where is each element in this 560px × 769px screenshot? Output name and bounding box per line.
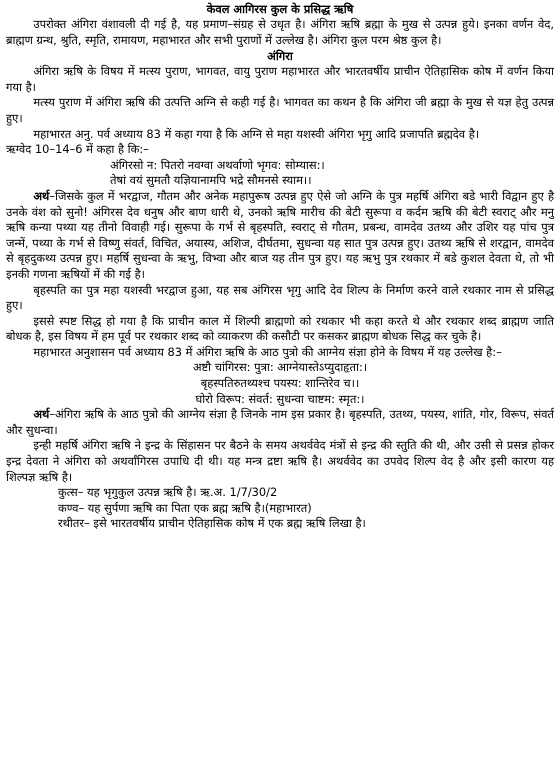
page-title: केवल आगिरस कुल के प्रसिद्ध ऋषि — [206, 2, 354, 16]
reference-rathitar: रथीतर– इसे भारतवर्षीय प्राचीन ऐतिहासिक कोष में एक ब्रह्म ऋषि लिखा है। — [58, 516, 366, 531]
rigveda-reference: ऋग्वेद 10–14–6 में कहा है कि:– — [6, 142, 149, 157]
paragraph-3: महाभारत अनु. पर्व अध्याय 83 में कहा गया है कि अग्नि से महा यशस्वी अंगिरा भृगु आदि प्रजापति ब्रह्मदेव है। — [33, 126, 480, 141]
section-title: अंगिरा — [267, 49, 293, 64]
reference-kanva: कण्व– यह सुर्पणा ऋषि का पिता एक ब्रह्म ऋषि है।(महाभारत) — [58, 500, 312, 515]
verse-1-line-2: तेषां वयं सुमतौ यज्ञियानामपि भद्रे सौमनसे स्याम।। — [110, 173, 312, 188]
paragraph-2: मत्स्य पुराण में अंगिरा ऋषि की उत्पत्ति अग्नि से कही गई है। भागवत का कथन है कि अंगिरा जी ब्रह्मा के मुख से यज्ञ हेतु उत्पन्न हुए। — [6, 95, 554, 125]
meaning-2-paragraph — [6, 407, 554, 438]
paragraph-4: बृहस्पति का पुत्र महा यशस्वी भरद्वाज हुआ, यह सब अंगिरस भृगु आदि देव शिल्प के निर्माण करने वाले रथकार नाम से प्रसिद्ध हुए। — [6, 282, 554, 313]
verse-2-line-3: घोरो विरूप: संवर्त: सुधन्वा चाष्टम: स्मृत:। — [195, 391, 365, 406]
meaning-1-text: –जिसके कुल में भरद्वाज, गौतम और अनेक महापुरूष उत्पन्न हुए ऐसे जो अग्नि के पुत्र महर्षि अंगिरा बडे भारी विद्वान हुए है उनके वंश को सुनो! अंगिरस देव धनुष और बाण धारी थे, उनको ऋषि मारीच की बेटी सुरूपा व कर्दम ऋषि की बेटी स्वराट् और मनु ऋषि कन्या पथ्या यह तीनो विवाही गई। सुरूपा के गर्भ से बृहस्पति, स्वराट् से गौतम, प्रबन्ध, वामदेव उतथ्य और उशिर यह पांच पुत्र जन्में, पथ्या के गर्भ से विष्णु संवर्त, विचित, अयास्य, अशिज, दीर्घतमा, सुधन्वा यह सात पुत्र उत्पन्न हुए। उतथ्य ऋषि से शरद्वान, वामदेव से बृहदुकथ्य उत्पन्न हुए। महर्षि सुधन्वा के ऋभु, विभ्वा और बाज यह तीन पुत्र हुए। यह ऋभु पुत्र रथकार में बडे कुशल देवता थे, तो भी इनकी गणना ऋषियों में की गई है। — [6, 188, 554, 281]
verse-1-line-1: अंगिरसो न: पितरो नवग्वा अथर्वाणो भृगव: सोम्यास:। — [110, 157, 325, 172]
meaning-1-label: अर्थ — [33, 188, 50, 203]
verse-2-line-2: बृहस्पतिरुतथ्यश्च पयस्य: शान्तिरेव च।। — [200, 376, 360, 391]
paragraph-1: अंगिरा ऋषि के विषय में मत्स्य पुराण, भागवत, वायु पुराण महाभारत और भारतवर्षीय प्राचीन ऐतिहासिक कोष में वर्णन किया गया है। — [6, 64, 554, 94]
meaning-2-label: अर्थ — [33, 407, 50, 422]
paragraph-6: महाभारत अनुशासन पर्व अध्याय 83 में अंगिरा ऋषि के आठ पुत्रो की आग्नेय संज्ञा होने के विषय में यह उल्लेख है:– — [33, 344, 502, 359]
reference-kutsa: कुत्स– यह भृगुकुल उत्पन्न ऋषि है। ऋ.अ. 1/7/30/2 — [58, 485, 278, 500]
meaning-1-paragraph — [6, 189, 554, 283]
paragraph-5: इससे स्पष्ट सिद्ध हो गया है कि प्राचीन काल में शिल्पी ब्राह्मणो को रथकार भी कहा करते थे और रथकार शब्द ब्राह्मण जाति बोधक है, इस विषय में हम पूर्व पर रथकार शब्द को व्याकरण की कसौटी पर कसकर ब्राह्मण बोधक सिद्ध कर चुके है। — [6, 313, 554, 344]
meaning-2-text: –अंगिरा ऋषि के आठ पुत्रो की आग्नेय संज्ञा है जिनके नाम इस प्रकार है। बृहस्पति, उतथ्य, पयस्य, शांति, गोर, विरूप, संवर्त और सुधन्वा। — [6, 407, 554, 437]
intro-paragraph: उपरोक्त अंगिरा वंशावली दी गई है, यह प्रमाण–संग्रह से उधृत है। अंगिरा ऋषि ब्रह्मा के मुख से उत्पन्न हुये। इनका वर्णन वेद, ब्राह्मण ग्रन्थ, श्रुति, स्मृति, रामायण, महाभारत और सभी पुराणों में उल्लेख है। अंगिरा कुल परम श्रेष्ठ कुल है। — [6, 17, 554, 47]
paragraph-7: इन्ही महर्षि अंगिरा ऋषि ने इन्द्र के सिंहासन पर बैठने के समय अथर्ववेद मंत्रों से इन्द्र की स्तुति की थी, और उसी से प्रसन्न होकर इन्द्र देवता ने अंगिरा को अथर्वांगिरस उपाधि दी थी। यह मन्त्र द्रष्टा ऋषि है। अथर्ववेद का उपवेद शिल्प वेद है और इसी कारण यह शिल्पज्ञ ऋषि है। — [6, 438, 554, 484]
verse-2-line-1: अष्टौ चांगिरस: पुत्रा: आग्नेयास्तेऽप्युदाहृता:। — [192, 360, 368, 375]
